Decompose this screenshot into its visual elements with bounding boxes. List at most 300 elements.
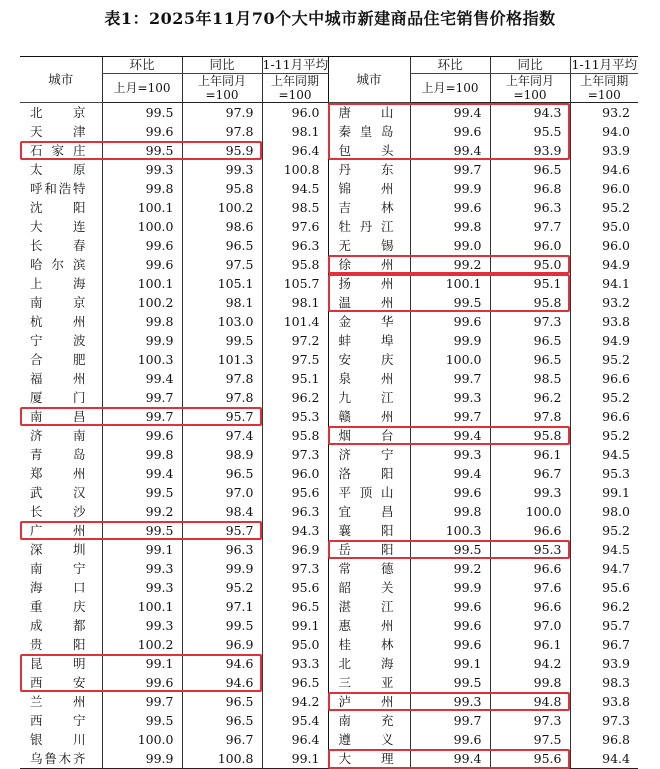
left-avg-cell: 95.6 bbox=[262, 483, 328, 502]
right-yoy-cell: 95.8 bbox=[490, 293, 570, 312]
header-mom-base-right: 上月=100 bbox=[410, 74, 490, 103]
table-row bbox=[20, 160, 638, 179]
left-yoy-cell: 95.2 bbox=[182, 578, 262, 597]
header-avg-right: 1-11月平均 bbox=[571, 57, 638, 72]
left-city-cell: 哈尔滨 bbox=[30, 257, 86, 272]
left-avg-cell: 95.3 bbox=[262, 407, 328, 426]
right-mom-cell: 99.5 bbox=[410, 673, 490, 692]
left-city-cell: 银川 bbox=[30, 732, 86, 747]
left-avg-cell: 96.3 bbox=[262, 236, 328, 255]
right-city-cell: 大理 bbox=[328, 749, 410, 769]
left-avg-cell: 97.5 bbox=[262, 350, 328, 369]
table-body bbox=[20, 103, 638, 769]
right-city-cell: 温州 bbox=[328, 293, 410, 312]
left-city-cell: 西安 bbox=[30, 675, 86, 690]
left-avg-cell: 97.3 bbox=[262, 559, 328, 578]
left-mom-cell: 99.3 bbox=[102, 160, 182, 179]
right-mom-cell: 100.1 bbox=[410, 274, 490, 293]
right-mom-cell: 99.8 bbox=[410, 502, 490, 521]
right-yoy-cell: 95.0 bbox=[490, 255, 570, 274]
table-title: 表1：2025年11月70个大中城市新建商品住宅销售价格指数 bbox=[104, 9, 556, 28]
left-city-cell: 呼和浩特 bbox=[30, 181, 86, 196]
left-mom-cell: 99.2 bbox=[102, 502, 182, 521]
left-yoy-cell: 97.8 bbox=[182, 388, 262, 407]
right-mom-cell: 99.4 bbox=[410, 103, 490, 123]
left-yoy-cell: 97.0 bbox=[182, 483, 262, 502]
left-avg-cell: 96.0 bbox=[262, 103, 328, 123]
left-avg-cell: 105.7 bbox=[262, 274, 328, 293]
left-mom-cell: 99.8 bbox=[102, 312, 182, 331]
right-avg-cell: 96.7 bbox=[570, 635, 638, 654]
left-city-cell: 南宁 bbox=[30, 561, 86, 576]
right-avg-cell: 96.8 bbox=[570, 730, 638, 749]
left-mom-cell: 99.4 bbox=[102, 464, 182, 483]
left-mom-cell: 100.3 bbox=[102, 350, 182, 369]
header-yoy-right: 同比 bbox=[490, 57, 570, 74]
left-avg-cell: 94.5 bbox=[262, 179, 328, 198]
header-yoy-left: 同比 bbox=[182, 57, 262, 74]
left-yoy-cell: 95.7 bbox=[182, 407, 262, 426]
left-mom-cell: 99.6 bbox=[102, 255, 182, 274]
right-mom-cell: 99.6 bbox=[410, 483, 490, 502]
left-yoy-cell: 97.5 bbox=[182, 255, 262, 274]
left-city-cell: 太原 bbox=[30, 162, 86, 177]
table-row bbox=[20, 293, 638, 312]
right-avg-cell: 95.6 bbox=[570, 578, 638, 597]
left-avg-cell: 99.1 bbox=[262, 749, 328, 769]
right-mom-cell: 99.4 bbox=[410, 464, 490, 483]
left-mom-cell: 99.3 bbox=[102, 578, 182, 597]
table-row bbox=[20, 540, 638, 559]
left-city-cell: 长春 bbox=[30, 238, 86, 253]
right-avg-cell: 94.9 bbox=[570, 331, 638, 350]
right-mom-cell: 99.6 bbox=[410, 635, 490, 654]
right-mom-cell: 99.5 bbox=[410, 540, 490, 559]
table-row bbox=[20, 483, 638, 502]
table-row bbox=[20, 692, 638, 711]
left-mom-cell: 99.9 bbox=[102, 331, 182, 350]
right-yoy-cell: 99.8 bbox=[490, 673, 570, 692]
table-header bbox=[20, 57, 638, 103]
right-city-cell: 常德 bbox=[328, 559, 410, 578]
left-avg-cell: 93.3 bbox=[262, 654, 328, 673]
left-yoy-cell: 99.5 bbox=[182, 331, 262, 350]
right-yoy-cell: 96.1 bbox=[490, 635, 570, 654]
right-yoy-cell: 95.6 bbox=[490, 749, 570, 769]
right-yoy-cell: 94.8 bbox=[490, 692, 570, 711]
left-mom-cell: 100.2 bbox=[102, 293, 182, 312]
left-city-cell: 宁波 bbox=[30, 333, 86, 348]
left-yoy-cell: 95.8 bbox=[182, 179, 262, 198]
left-avg-cell: 98.1 bbox=[262, 293, 328, 312]
right-city-cell: 扬州 bbox=[328, 274, 410, 293]
right-avg-cell: 95.2 bbox=[570, 350, 638, 369]
table-row bbox=[20, 730, 638, 749]
right-mom-cell: 100.0 bbox=[410, 350, 490, 369]
left-avg-cell: 97.6 bbox=[262, 217, 328, 236]
table-row bbox=[20, 122, 638, 141]
table-row bbox=[20, 217, 638, 236]
right-city-cell: 泉州 bbox=[328, 369, 410, 388]
left-mom-cell: 99.7 bbox=[102, 407, 182, 426]
table-row bbox=[20, 198, 638, 217]
table-row bbox=[20, 464, 638, 483]
left-city-cell: 沈阳 bbox=[30, 200, 86, 215]
left-city-cell: 海口 bbox=[30, 580, 86, 595]
left-mom-cell: 99.3 bbox=[102, 559, 182, 578]
right-city-cell: 唐山 bbox=[328, 103, 410, 123]
right-city-cell: 济宁 bbox=[328, 445, 410, 464]
right-city-cell: 三亚 bbox=[328, 673, 410, 692]
right-yoy-cell: 98.5 bbox=[490, 369, 570, 388]
left-yoy-cell: 99.5 bbox=[182, 616, 262, 635]
right-city-cell: 桂林 bbox=[328, 635, 410, 654]
left-city-cell: 合肥 bbox=[30, 352, 86, 367]
left-city-cell: 广州 bbox=[30, 523, 86, 538]
left-yoy-cell: 98.4 bbox=[182, 502, 262, 521]
table-row bbox=[20, 445, 638, 464]
header-avg-base-left: 上年同期=100 bbox=[262, 74, 328, 103]
right-yoy-cell: 96.5 bbox=[490, 331, 570, 350]
right-mom-cell: 99.7 bbox=[410, 711, 490, 730]
left-mom-cell: 99.1 bbox=[102, 654, 182, 673]
left-avg-cell: 97.2 bbox=[262, 331, 328, 350]
left-mom-cell: 99.8 bbox=[102, 179, 182, 198]
right-mom-cell: 99.1 bbox=[410, 654, 490, 673]
left-city-cell: 武汉 bbox=[30, 485, 86, 500]
left-avg-cell: 100.8 bbox=[262, 160, 328, 179]
right-mom-cell: 99.3 bbox=[410, 692, 490, 711]
left-mom-cell: 99.1 bbox=[102, 540, 182, 559]
left-mom-cell: 99.5 bbox=[102, 711, 182, 730]
left-yoy-cell: 99.3 bbox=[182, 160, 262, 179]
left-mom-cell: 99.5 bbox=[102, 141, 182, 160]
right-mom-cell: 99.2 bbox=[410, 559, 490, 578]
right-yoy-cell: 96.3 bbox=[490, 198, 570, 217]
left-city-cell: 兰州 bbox=[30, 694, 86, 709]
right-avg-cell: 93.9 bbox=[570, 654, 638, 673]
left-mom-cell: 100.0 bbox=[102, 217, 182, 236]
table-row bbox=[20, 255, 638, 274]
left-mom-cell: 99.4 bbox=[102, 369, 182, 388]
left-mom-cell: 99.7 bbox=[102, 692, 182, 711]
right-mom-cell: 99.6 bbox=[410, 122, 490, 141]
right-city-cell: 襄阳 bbox=[328, 521, 410, 540]
left-yoy-cell: 96.3 bbox=[182, 540, 262, 559]
right-avg-cell: 96.0 bbox=[570, 179, 638, 198]
left-city-cell: 成都 bbox=[30, 618, 86, 633]
left-city-cell: 上海 bbox=[30, 276, 86, 291]
right-avg-cell: 93.2 bbox=[570, 293, 638, 312]
left-mom-cell: 99.9 bbox=[102, 749, 182, 769]
left-yoy-cell: 96.5 bbox=[182, 464, 262, 483]
right-mom-cell: 99.0 bbox=[410, 236, 490, 255]
right-avg-cell: 94.1 bbox=[570, 274, 638, 293]
right-yoy-cell: 97.0 bbox=[490, 616, 570, 635]
left-mom-cell: 99.6 bbox=[102, 426, 182, 445]
right-mom-cell: 99.3 bbox=[410, 445, 490, 464]
left-yoy-cell: 97.8 bbox=[182, 369, 262, 388]
left-city-cell: 乌鲁木齐 bbox=[20, 749, 102, 769]
right-avg-cell: 94.5 bbox=[570, 540, 638, 559]
right-avg-cell: 96.6 bbox=[570, 369, 638, 388]
right-avg-cell: 96.2 bbox=[570, 597, 638, 616]
right-avg-cell: 99.1 bbox=[570, 483, 638, 502]
header-avg-base-right: 上年同期=100 bbox=[570, 74, 638, 103]
right-city-cell: 南充 bbox=[328, 711, 410, 730]
right-yoy-cell: 96.1 bbox=[490, 445, 570, 464]
right-avg-cell: 94.0 bbox=[570, 122, 638, 141]
right-yoy-cell: 97.3 bbox=[490, 711, 570, 730]
right-city-cell: 牡丹江 bbox=[328, 217, 410, 236]
right-yoy-cell: 95.8 bbox=[490, 426, 570, 445]
right-avg-cell: 95.7 bbox=[570, 616, 638, 635]
right-avg-cell: 94.4 bbox=[570, 749, 638, 769]
left-mom-cell: 99.5 bbox=[102, 483, 182, 502]
right-yoy-cell: 93.9 bbox=[490, 141, 570, 160]
right-avg-cell: 96.6 bbox=[570, 407, 638, 426]
right-mom-cell: 99.9 bbox=[410, 331, 490, 350]
right-city-cell: 安庆 bbox=[328, 350, 410, 369]
table-row bbox=[20, 578, 638, 597]
table-row bbox=[20, 502, 638, 521]
left-yoy-cell: 97.8 bbox=[182, 122, 262, 141]
left-yoy-cell: 96.5 bbox=[182, 692, 262, 711]
right-city-cell: 丹东 bbox=[328, 160, 410, 179]
right-avg-cell: 93.9 bbox=[570, 141, 638, 160]
right-yoy-cell: 96.6 bbox=[490, 559, 570, 578]
right-city-cell: 韶关 bbox=[328, 578, 410, 597]
left-city-cell: 青岛 bbox=[30, 447, 86, 462]
right-avg-cell: 98.0 bbox=[570, 502, 638, 521]
right-city-cell: 秦皇岛 bbox=[328, 122, 410, 141]
right-avg-cell: 93.2 bbox=[570, 103, 638, 123]
table-row bbox=[20, 350, 638, 369]
right-avg-cell: 97.3 bbox=[570, 711, 638, 730]
left-yoy-cell: 101.3 bbox=[182, 350, 262, 369]
right-mom-cell: 99.6 bbox=[410, 597, 490, 616]
table-row bbox=[20, 635, 638, 654]
table-row bbox=[20, 179, 638, 198]
table-row bbox=[20, 654, 638, 673]
left-city-cell: 天津 bbox=[30, 124, 86, 139]
left-mom-cell: 100.1 bbox=[102, 198, 182, 217]
right-yoy-cell: 97.8 bbox=[490, 407, 570, 426]
left-city-cell: 贵阳 bbox=[30, 637, 86, 652]
left-avg-cell: 96.0 bbox=[262, 464, 328, 483]
right-yoy-cell: 96.5 bbox=[490, 350, 570, 369]
table-row bbox=[20, 388, 638, 407]
left-yoy-cell: 96.5 bbox=[182, 236, 262, 255]
right-mom-cell: 99.5 bbox=[410, 293, 490, 312]
table-row bbox=[20, 521, 638, 540]
left-yoy-cell: 97.1 bbox=[182, 597, 262, 616]
price-index-table bbox=[20, 56, 638, 769]
header-yoy-base-left: 上年同月=100 bbox=[182, 74, 262, 103]
right-city-cell: 宜昌 bbox=[328, 502, 410, 521]
right-yoy-cell: 96.5 bbox=[490, 160, 570, 179]
left-avg-cell: 95.1 bbox=[262, 369, 328, 388]
right-city-cell: 九江 bbox=[328, 388, 410, 407]
left-avg-cell: 101.4 bbox=[262, 312, 328, 331]
left-avg-cell: 95.8 bbox=[262, 255, 328, 274]
left-yoy-cell: 105.1 bbox=[182, 274, 262, 293]
table-row bbox=[20, 407, 638, 426]
header-mom-left: 环比 bbox=[102, 57, 182, 74]
right-yoy-cell: 96.2 bbox=[490, 388, 570, 407]
left-city-cell: 济南 bbox=[30, 428, 86, 443]
right-mom-cell: 99.4 bbox=[410, 141, 490, 160]
right-city-cell: 北海 bbox=[328, 654, 410, 673]
right-yoy-cell: 96.6 bbox=[490, 597, 570, 616]
right-city-cell: 湛江 bbox=[328, 597, 410, 616]
right-city-cell: 惠州 bbox=[328, 616, 410, 635]
left-city-cell: 大连 bbox=[30, 219, 86, 234]
left-mom-cell: 99.8 bbox=[102, 445, 182, 464]
left-avg-cell: 98.1 bbox=[262, 122, 328, 141]
header-yoy-base-right: 上年同月=100 bbox=[490, 74, 570, 103]
table-row bbox=[20, 369, 638, 388]
left-mom-cell: 99.3 bbox=[102, 616, 182, 635]
price-index-table-container bbox=[20, 56, 638, 766]
left-yoy-cell: 103.0 bbox=[182, 312, 262, 331]
right-mom-cell: 100.3 bbox=[410, 521, 490, 540]
left-yoy-cell: 100.2 bbox=[182, 198, 262, 217]
left-mom-cell: 99.6 bbox=[102, 236, 182, 255]
left-yoy-cell: 95.9 bbox=[182, 141, 262, 160]
left-city-cell: 石家庄 bbox=[30, 143, 86, 158]
header-city-left: 城市 bbox=[20, 57, 102, 103]
right-city-cell: 烟台 bbox=[328, 426, 410, 445]
right-yoy-cell: 96.0 bbox=[490, 236, 570, 255]
left-yoy-cell: 94.6 bbox=[182, 654, 262, 673]
right-city-cell: 岳阳 bbox=[328, 540, 410, 559]
right-yoy-cell: 96.6 bbox=[490, 521, 570, 540]
left-city-cell: 厦门 bbox=[30, 390, 86, 405]
right-yoy-cell: 100.0 bbox=[490, 502, 570, 521]
table-row bbox=[20, 331, 638, 350]
left-yoy-cell: 96.9 bbox=[182, 635, 262, 654]
left-city-cell: 西宁 bbox=[30, 713, 86, 728]
left-mom-cell: 100.1 bbox=[102, 597, 182, 616]
left-yoy-cell: 97.4 bbox=[182, 426, 262, 445]
header-mom-right: 环比 bbox=[410, 57, 490, 74]
table-row bbox=[20, 597, 638, 616]
table-row bbox=[20, 103, 638, 123]
left-yoy-cell: 99.9 bbox=[182, 559, 262, 578]
right-mom-cell: 99.9 bbox=[410, 179, 490, 198]
table-row bbox=[20, 274, 638, 293]
right-avg-cell: 95.2 bbox=[570, 426, 638, 445]
right-avg-cell: 95.2 bbox=[570, 388, 638, 407]
table-row bbox=[20, 312, 638, 331]
right-city-cell: 包头 bbox=[328, 141, 410, 160]
table-row bbox=[20, 426, 638, 445]
table-row bbox=[20, 559, 638, 578]
right-avg-cell: 93.8 bbox=[570, 312, 638, 331]
right-city-cell: 泸州 bbox=[328, 692, 410, 711]
right-mom-cell: 99.4 bbox=[410, 749, 490, 769]
left-avg-cell: 96.4 bbox=[262, 141, 328, 160]
left-yoy-cell: 97.9 bbox=[182, 103, 262, 123]
right-mom-cell: 99.7 bbox=[410, 407, 490, 426]
right-city-cell: 赣州 bbox=[328, 407, 410, 426]
left-city-cell: 福州 bbox=[30, 371, 86, 386]
left-city-cell: 杭州 bbox=[30, 314, 86, 329]
right-yoy-cell: 97.7 bbox=[490, 217, 570, 236]
right-mom-cell: 99.7 bbox=[410, 369, 490, 388]
left-yoy-cell: 95.7 bbox=[182, 521, 262, 540]
left-city-cell: 南京 bbox=[30, 295, 86, 310]
right-yoy-cell: 99.3 bbox=[490, 483, 570, 502]
table-row bbox=[20, 673, 638, 692]
left-avg-cell: 96.9 bbox=[262, 540, 328, 559]
right-yoy-cell: 94.3 bbox=[490, 103, 570, 123]
right-avg-cell: 94.5 bbox=[570, 445, 638, 464]
header-mom-base-left: 上月=100 bbox=[102, 74, 182, 103]
right-city-cell: 吉林 bbox=[328, 198, 410, 217]
left-mom-cell: 99.6 bbox=[102, 122, 182, 141]
left-city-cell: 深圳 bbox=[30, 542, 86, 557]
left-yoy-cell: 94.6 bbox=[182, 673, 262, 692]
left-mom-cell: 100.1 bbox=[102, 274, 182, 293]
right-yoy-cell: 95.5 bbox=[490, 122, 570, 141]
left-mom-cell: 99.5 bbox=[102, 103, 182, 123]
left-avg-cell: 97.3 bbox=[262, 445, 328, 464]
right-yoy-cell: 96.8 bbox=[490, 179, 570, 198]
right-mom-cell: 99.4 bbox=[410, 426, 490, 445]
table-row bbox=[20, 141, 638, 160]
left-avg-cell: 94.2 bbox=[262, 692, 328, 711]
right-mom-cell: 99.7 bbox=[410, 160, 490, 179]
right-city-cell: 锦州 bbox=[328, 179, 410, 198]
right-yoy-cell: 97.3 bbox=[490, 312, 570, 331]
right-yoy-cell: 97.5 bbox=[490, 730, 570, 749]
right-yoy-cell: 95.3 bbox=[490, 540, 570, 559]
left-avg-cell: 95.0 bbox=[262, 635, 328, 654]
header-city-right: 城市 bbox=[328, 57, 410, 103]
right-city-cell: 平顶山 bbox=[328, 483, 410, 502]
right-mom-cell: 99.6 bbox=[410, 312, 490, 331]
right-avg-cell: 96.0 bbox=[570, 236, 638, 255]
right-avg-cell: 94.7 bbox=[570, 559, 638, 578]
header-avg-left: 1-11月平均 bbox=[262, 57, 328, 72]
left-avg-cell: 95.4 bbox=[262, 711, 328, 730]
right-mom-cell: 99.9 bbox=[410, 578, 490, 597]
left-yoy-cell: 100.8 bbox=[182, 749, 262, 769]
right-mom-cell: 99.8 bbox=[410, 217, 490, 236]
right-city-cell: 金华 bbox=[328, 312, 410, 331]
right-avg-cell: 94.6 bbox=[570, 160, 638, 179]
left-city-cell: 南昌 bbox=[30, 409, 86, 424]
left-avg-cell: 99.1 bbox=[262, 616, 328, 635]
right-mom-cell: 99.6 bbox=[410, 198, 490, 217]
left-city-cell: 重庆 bbox=[30, 599, 86, 614]
right-mom-cell: 99.2 bbox=[410, 255, 490, 274]
right-city-cell: 无锡 bbox=[328, 236, 410, 255]
right-city-cell: 徐州 bbox=[328, 255, 410, 274]
right-yoy-cell: 96.7 bbox=[490, 464, 570, 483]
left-mom-cell: 99.7 bbox=[102, 388, 182, 407]
right-yoy-cell: 95.1 bbox=[490, 274, 570, 293]
left-yoy-cell: 98.1 bbox=[182, 293, 262, 312]
left-yoy-cell: 96.7 bbox=[182, 730, 262, 749]
right-avg-cell: 95.0 bbox=[570, 217, 638, 236]
left-avg-cell: 98.5 bbox=[262, 198, 328, 217]
right-yoy-cell: 97.6 bbox=[490, 578, 570, 597]
right-yoy-cell: 94.2 bbox=[490, 654, 570, 673]
right-mom-cell: 99.3 bbox=[410, 388, 490, 407]
